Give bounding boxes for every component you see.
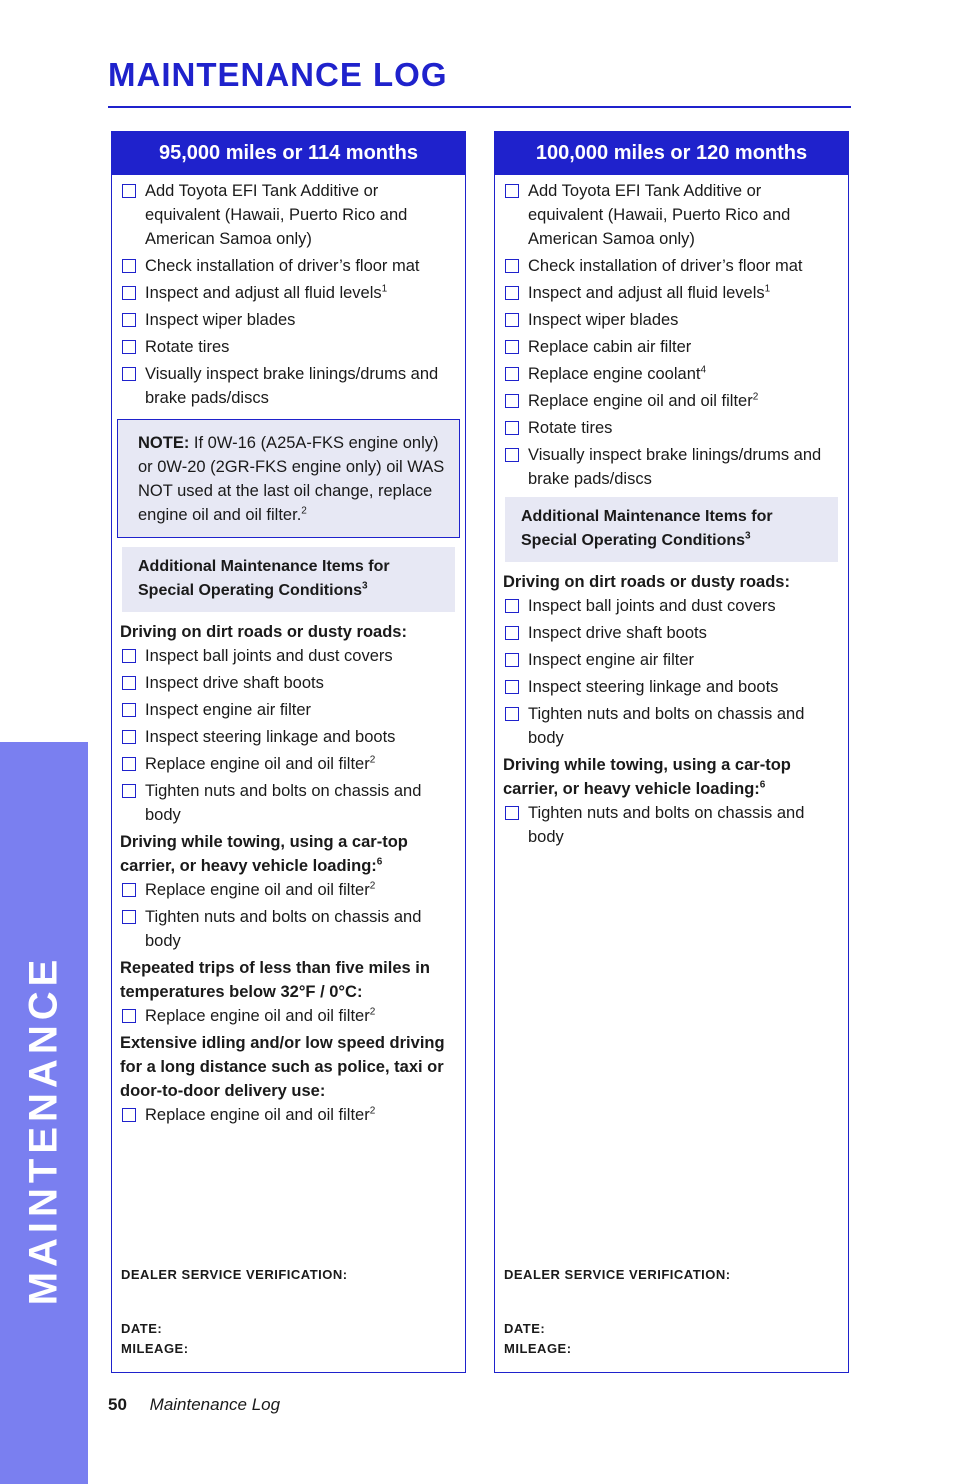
checklist-item: Rotate tires [120,335,457,359]
checklist-item: Inspect ball joints and dust covers [503,594,840,618]
checklist-item: Inspect steering linkage and boots [120,725,457,749]
checklist-item: Inspect wiper blades [120,308,457,332]
footnote-mark: 6 [759,779,766,791]
additional-items-heading: Additional Maintenance Items for Special Operating Conditions$^3$ [122,547,455,612]
footnote-mark: 1 [764,283,771,295]
checkbox[interactable] [505,259,519,273]
dealer-verification-label: DEALER SERVICE VERIFICATION: [121,1267,348,1282]
footer-section-title: Maintenance Log [149,1395,281,1414]
footnote-mark: 2 [301,505,307,517]
condition-heading: Extensive idling and/or low speed driving for a long distance such as police, taxi or door-to-door delivery use: [120,1034,445,1100]
side-tab-label: MAINTENANCE [21,954,66,1306]
checklist-item: Replace cabin air filter [503,335,840,359]
checklist-item: Replace engine oil and oil filter$^2$ [120,878,457,902]
page-footer [108,1395,280,1415]
note-text: If 0W-16 (A25A-FKS engine only) or 0W-20 (2GR-FKS engine only) oil WAS NOT used at the last oil change, replace engine oil and oil filter. [138,434,445,524]
checklist-item: Inspect drive shaft boots [120,671,457,695]
checklist-item: Check installation of driver’s floor mat [120,254,457,278]
checkbox[interactable] [122,784,136,798]
dealer-verification-label: DEALER SERVICE VERIFICATION: [504,1267,731,1282]
checklist-item: Tighten nuts and bolts on chassis and body [503,801,840,849]
checkbox[interactable] [122,286,136,300]
checkbox[interactable] [505,184,519,198]
checkbox[interactable] [505,653,519,667]
checklist-item: Tighten nuts and bolts on chassis and body [503,702,840,750]
footnote-mark: 3 [362,580,368,592]
checkbox[interactable] [505,286,519,300]
condition-heading: Driving on dirt roads or dusty roads: [503,573,790,591]
column-header: 95,000 miles or 114 months [112,132,465,175]
mileage-label: MILEAGE: [121,1341,189,1356]
checkbox[interactable] [505,421,519,435]
checkbox[interactable] [122,703,136,717]
title-rule [108,106,851,108]
checklist-item: Rotate tires [503,416,840,440]
checklist-item: Inspect ball joints and dust covers [120,644,457,668]
footnote-mark: 2 [369,1006,376,1018]
checkbox[interactable] [122,259,136,273]
checklist-item: Replace engine oil and oil filter$^2$ [120,1103,457,1127]
checkbox[interactable] [122,883,136,897]
checkbox[interactable] [505,599,519,613]
column-body [495,175,848,849]
column-body [112,175,465,1127]
checkbox[interactable] [122,757,136,771]
footnote-mark: 4 [700,364,707,376]
footnote-mark: 3 [745,530,751,542]
checkbox[interactable] [505,680,519,694]
checklist-item: Inspect engine air filter [503,648,840,672]
checklist-item: Check installation of driver’s floor mat [503,254,840,278]
checkbox[interactable] [122,1108,136,1122]
column-header: 100,000 miles or 120 months [495,132,848,175]
checkbox[interactable] [505,806,519,820]
checklist-item: Inspect drive shaft boots [503,621,840,645]
checkbox[interactable] [122,649,136,663]
checkbox[interactable] [505,394,519,408]
checklist-item: Inspect steering linkage and boots [503,675,840,699]
checklist-item: Tighten nuts and bolts on chassis and body [120,905,457,953]
checklist-item: Replace engine oil and oil filter$^2$ [120,752,457,776]
checklist-item: Add Toyota EFI Tank Additive or equivalent (Hawaii, Puerto Rico and American Samoa only) [120,179,457,251]
checkbox[interactable] [122,910,136,924]
date-label: DATE: [504,1321,546,1336]
checklist-item: Replace engine oil and oil filter$^2$ [120,1004,457,1028]
condition-heading: Driving on dirt roads or dusty roads: [120,623,407,641]
condition-heading: Repeated trips of less than five miles in temperatures below 32°F / 0°C: [120,959,430,1001]
checkbox[interactable] [122,313,136,327]
footnote-mark: 2 [369,880,376,892]
mileage-label: MILEAGE: [504,1341,572,1356]
checkbox[interactable] [122,340,136,354]
date-label: DATE: [121,1321,163,1336]
footnote-mark: 6 [376,856,383,868]
checkbox[interactable] [505,340,519,354]
checkbox[interactable] [122,730,136,744]
checkbox[interactable] [122,367,136,381]
log-column-100000 [494,131,849,1373]
checklist-item: Add Toyota EFI Tank Additive or equivalent (Hawaii, Puerto Rico and American Samoa only) [503,179,840,251]
checkbox[interactable] [505,626,519,640]
checklist-item: Replace engine oil and oil filter$^2$ [503,389,840,413]
checkbox[interactable] [505,313,519,327]
oil-note [117,419,460,538]
footnote-mark: 2 [369,1105,376,1117]
checkbox[interactable] [122,676,136,690]
checklist-item: Inspect and adjust all fluid levels$^1$ [120,281,457,305]
condition-heading: Driving while towing, using a car-top carrier, or heavy vehicle loading:$^6$ [120,833,408,875]
footnote-mark: 1 [381,283,388,295]
page-title: MAINTENANCE LOG [108,56,448,93]
checkbox[interactable] [122,1009,136,1023]
checklist-item: Inspect engine air filter [120,698,457,722]
footnote-mark: 2 [369,754,376,766]
additional-items-heading: Additional Maintenance Items for Special Operating Conditions$^3$ [505,497,838,562]
checklist-item: Visually inspect brake linings/drums and brake pads/discs [503,443,840,491]
log-column-95000 [111,131,466,1373]
checkbox[interactable] [505,367,519,381]
page-number: 50 [108,1395,127,1414]
condition-heading: Driving while towing, using a car-top carrier, or heavy vehicle loading:$^6$ [503,756,791,798]
checkbox[interactable] [122,184,136,198]
footnote-mark: 2 [752,391,759,403]
checkbox[interactable] [505,707,519,721]
checklist-item: Tighten nuts and bolts on chassis and body [120,779,457,827]
checklist-item: Visually inspect brake linings/drums and brake pads/discs [120,362,457,410]
note-label: NOTE: [138,434,190,452]
checklist-item: Inspect and adjust all fluid levels$^1$ [503,281,840,305]
checklist-item: Inspect wiper blades [503,308,840,332]
checkbox[interactable] [505,448,519,462]
checklist-item: Replace engine coolant$^4$ [503,362,840,386]
